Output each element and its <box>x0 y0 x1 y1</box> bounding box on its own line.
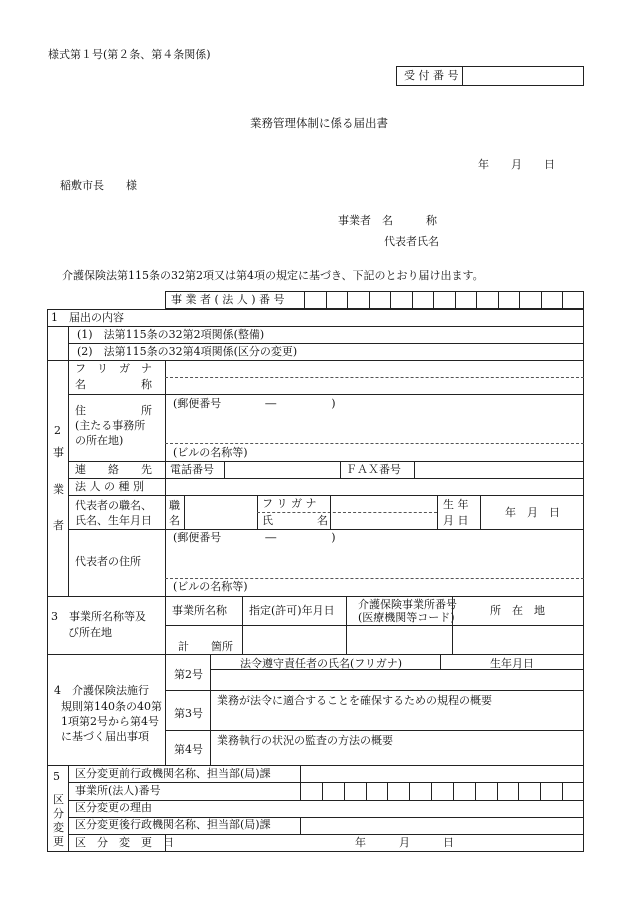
sec5-number-cell-divider <box>562 782 563 800</box>
sec5-vertical-4: 更 <box>53 835 64 848</box>
rep-name-label: 氏 名 <box>262 514 328 527</box>
sec5-number-cell-divider <box>300 782 301 800</box>
sec5-change-date: 年 月 日 <box>355 836 454 849</box>
sec5-number-cell-divider <box>387 782 388 800</box>
sec4-no2: 第2号 <box>174 668 203 681</box>
business-number-cell-divider <box>304 291 305 309</box>
sec5-number: 5 <box>53 770 60 783</box>
rep-title-label-2: 氏名、生年月日 <box>75 514 152 527</box>
address-sub1: (主たる事務所 <box>75 419 146 432</box>
business-number-cell-divider <box>541 291 542 309</box>
applicant-name-label: 事業者 名 称 <box>338 214 437 227</box>
sec4-no4-text: 業務執行の状況の監査の方法の概要 <box>217 734 393 747</box>
mei-label: 名 <box>169 514 180 527</box>
furigana-label: フ リ ガ ナ <box>75 362 152 375</box>
sec5-number-cell-divider <box>518 782 519 800</box>
sec5-row1: 区分変更前行政機関名称、担当部(局)課 <box>75 767 271 780</box>
sec4-label-4: に基づく届出事項 <box>61 730 149 743</box>
rep-address-label: 代表者の住所 <box>75 555 141 568</box>
sec5-row5: 区 分 変 更 日 <box>75 836 174 849</box>
building-name-label: (ビルの名称等) <box>173 446 248 459</box>
sec5-number-cell-divider <box>540 782 541 800</box>
business-number-cell-divider <box>390 291 391 309</box>
addressee: 稲敷市長 様 <box>60 179 137 192</box>
sec1-item2: (2) 法第115条の32第4項関係(区分の変更) <box>77 345 298 358</box>
business-number-cell-divider <box>433 291 434 309</box>
sec1-item1: (1) 法第115条の32第2項関係(整備) <box>77 328 265 341</box>
sec5-vertical-3: 変 <box>53 821 64 834</box>
shoku-label: 職 <box>169 499 180 512</box>
postal-code-label: (郵便番号 ― ) <box>173 397 336 410</box>
name-label: 名 称 <box>75 378 152 391</box>
document-title: 業務管理体制に係る届出書 <box>250 116 388 130</box>
statement: 介護保険法第115条の32第2項又は第4項の規定に基づき、下記のとおり届け出ます。 <box>62 269 484 282</box>
sec3-col-office-name: 事業所名称 <box>172 604 227 617</box>
sec3-col-location: 所 在 地 <box>490 604 545 617</box>
sec5-row4: 区分変更後行政機関名称、担当部(局)課 <box>75 818 271 831</box>
business-number-cell-divider <box>498 291 499 309</box>
business-number-cell-divider <box>476 291 477 309</box>
sec5-number-cell-divider <box>409 782 410 800</box>
sec4-no3: 第3号 <box>174 707 203 720</box>
sec2-vertical-3: 者 <box>53 519 64 532</box>
date-line: 年 月 日 <box>478 158 555 171</box>
phone-label: 電話番号 <box>170 463 214 476</box>
business-number-cell-divider <box>519 291 520 309</box>
birth-ymd: 年 月 日 <box>505 506 560 519</box>
rep-building-name-label: (ビルの名称等) <box>173 580 248 593</box>
sec5-number-cell-divider <box>366 782 367 800</box>
sec3-total: 計 箇所 <box>178 640 233 653</box>
sec1-title: 1 届出の内容 <box>51 311 124 324</box>
sec5-number-cell-divider <box>475 782 476 800</box>
sec2-number: 2 <box>54 424 61 437</box>
sec4-no2-text: 法令遵守責任者の氏名(フリガナ) <box>240 657 403 670</box>
corp-type-label: 法 人 の 種 別 <box>75 480 144 493</box>
fax-label: ＦＡＸ番号 <box>346 463 401 476</box>
sec5-vertical-2: 分 <box>53 807 64 820</box>
sec4-no3-text: 業務が法令に適合することを確保するための規程の概要 <box>217 694 492 707</box>
sec5-number-cell-divider <box>453 782 454 800</box>
rep-furigana-label: フ リ ガ ナ <box>262 497 317 510</box>
rep-title-label-1: 代表者の職名、 <box>75 499 152 512</box>
sec4-label-2: 規則第140条の40第 <box>61 700 162 713</box>
business-number-cell-divider <box>455 291 456 309</box>
contact-label: 連 絡 先 <box>75 463 152 476</box>
sec4-no4: 第4号 <box>174 743 203 756</box>
sec2-vertical-1: 事 <box>53 446 64 459</box>
sec2-vertical-2: 業 <box>53 483 64 496</box>
business-number-cell-divider <box>326 291 327 309</box>
rep-postal-code-label: (郵便番号 ― ) <box>173 531 336 544</box>
birth-label-2: 月 日 <box>443 514 469 527</box>
sec4-label-1: 4 介護保険法施行 <box>54 684 149 697</box>
business-number-cell-divider <box>412 291 413 309</box>
business-number-cell-divider <box>562 291 563 309</box>
form-number: 様式第１号(第２条、第４条関係) <box>48 48 211 61</box>
sec4-label-3: 1項第2号から第4号 <box>61 715 159 728</box>
sec5-row3: 区分変更の理由 <box>75 801 152 814</box>
sec3-col-medical-code: (医療機関等コード) <box>358 611 455 624</box>
business-number-cell-divider <box>347 291 348 309</box>
representative-name-label: 代表者氏名 <box>384 235 439 248</box>
sec5-number-cell-divider <box>497 782 498 800</box>
business-number-cell-divider <box>369 291 370 309</box>
birth-label-1: 生 年 <box>443 498 469 511</box>
sec4-no2-birth: 生年月日 <box>490 657 534 670</box>
sec5-number-cell-divider <box>344 782 345 800</box>
sec3-label-1: 3 事業所名称等及 <box>51 610 146 623</box>
sec5-number-cell-divider <box>322 782 323 800</box>
address-sub2: の所在地) <box>75 434 124 447</box>
sec5-number-cell-divider <box>431 782 432 800</box>
sec5-row2: 事業所(法人)番号 <box>75 784 161 797</box>
sec5-vertical-1: 区 <box>53 793 64 806</box>
sec3-col-designation-date: 指定(許可)年月日 <box>249 604 335 617</box>
receipt-number-label: 受 付 番 号 <box>404 69 459 82</box>
sec3-col-office-number: 介護保険事業所番号 <box>358 598 457 611</box>
business-number-label: 事 業 者 ( 法 人 ) 番 号 <box>171 293 285 306</box>
sec3-label-2: び所在地 <box>68 626 112 639</box>
address-label: 住 所 <box>75 404 152 417</box>
